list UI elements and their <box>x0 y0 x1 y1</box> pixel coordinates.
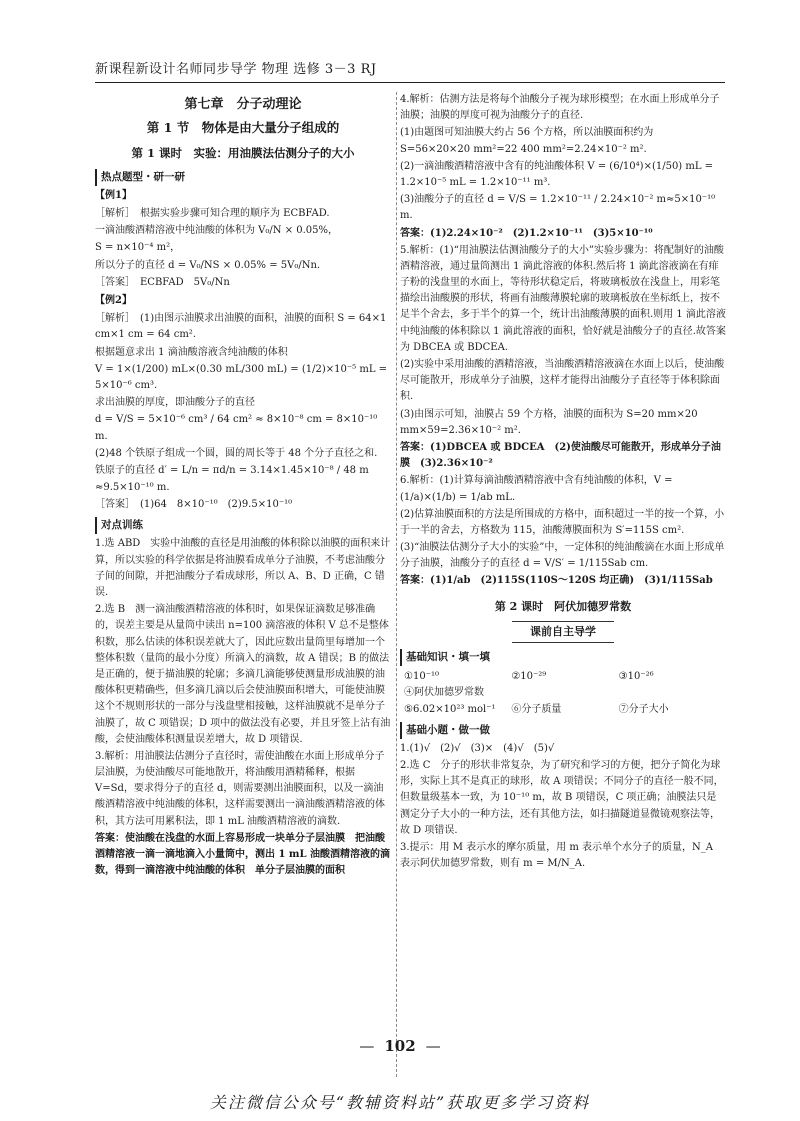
example-2-line: ≈9.5×10⁻¹⁰ m. <box>95 482 170 494</box>
example-1-line: 所以分子的直径 d = V₀/NS × 0.05% = 5V₀/Nn. <box>95 259 321 271</box>
fill-answer: ⑦分子大小 <box>618 703 669 715</box>
basic-knowledge-heading: 基础知识・填一填 <box>400 649 726 666</box>
lesson-2-title: 第 2 课时 阿伏加德罗常数 <box>494 599 632 613</box>
example-2-analysis: ［解析］ (1)由图示油膜求出油膜的面积，油膜的面积 S = 64×1 cm×1 cm = 64 cm². <box>95 313 387 341</box>
header-rule <box>95 82 725 83</box>
example-1-line: S = n×10⁻⁴ m²， <box>95 242 181 254</box>
page-dash: — <box>425 1037 441 1055</box>
drill-answer-4-line: (1)由题图可知油膜大约占 56 个方格，所以油膜面积约为 S=56×20×20 mm²=22 400 mm²=2.24×10⁻² m². <box>400 127 654 155</box>
drill-answer-4-line: (3)油酸分子的直径 d = V/S = 1.2×10⁻¹¹ / 2.24×10⁻² m≈5×10⁻¹⁰ m. <box>400 194 716 222</box>
example-2-line: d = V/S = 5×10⁻⁶ cm³ / 64 cm² ≈ 8×10⁻⁸ cm = 8×10⁻¹⁰ m. <box>95 414 378 442</box>
left-column <box>95 92 391 880</box>
fill-answer: ④阿伏加德罗常数 <box>404 687 484 699</box>
example-2-answer: ［答案］ (1)64 8×10⁻¹⁰ (2)9.5×10⁻¹⁰ <box>95 499 293 511</box>
chapter-title: 第七章 分子动理论 <box>184 97 302 112</box>
example-1-line: 一滴油酸酒精溶液中纯油酸的体积为 V₀/N × 0.05%， <box>95 225 339 237</box>
footer-note: 关注微信公众号“教辅资料站”获取更多学习资料 <box>209 1093 591 1112</box>
drill-answer-5-line: (2)实验中采用油酸的酒精溶液，当油酸酒精溶液滴在水面上以后，使油酸尽可能散开，形成单分子油膜，这样才能得出油酸分子直径等于体积除面积. <box>400 359 725 403</box>
example-2-line: 根据题意求出 1 滴油酸溶液含纯油酸的体积 <box>95 346 288 358</box>
drill-heading: 对点训练 <box>95 517 391 534</box>
drill-answer-6-line: (2)估算油膜面积的方法是所围成的方格中，面积超过一半的按一个算，小于一半的舍去，方格数为 115，油酸薄膜面积为 S′=115S cm². <box>400 508 725 536</box>
drill-answer-5-line: (3)由图示可知，油膜占 59 个方格，油膜的面积为 S=20 mm×20 mm×59=2.36×10⁻² m². <box>400 408 698 436</box>
drill-answer-3: 3.解析：用油膜法估测分子直径时，需使油酸在水面上形成单分子层油膜，为使油酸尽可能地散开，将油酸用酒精稀释，根据 V=Sd，要求得分子的直径 d，则需要测出油膜面积，以及一滴油酸酒精溶液中纯油酸的体积，这样需要测出一滴油酸酒精溶液的体积，其方法可用累积法，即 1 mL 油酸酒精溶液的滴数. <box>95 750 385 827</box>
example-2-label: 【例2】 <box>95 295 132 307</box>
fill-answer: ②10⁻²⁹ <box>511 671 547 683</box>
example-2-line: (2)48 个铁原子组成一个圆，圆的周长等于 48 个分子直径之和. <box>95 447 378 459</box>
fill-answer: ⑥分子质量 <box>511 703 562 715</box>
hot-topic-heading: 热点题型・研一研 <box>95 169 391 186</box>
small-answer-3: 3.提示：用 M 表示水的摩尔质量，用 m 表示单个水分子的质量，N_A 表示阿伏加德罗常数，则有 m = M/N_A. <box>400 841 713 870</box>
drill-answer-2: 2.选 B 测一滴油酸酒精溶液的体积时，如果保证滴数足够准确的，误差主要是从量筒中读出 n=100 滴溶液的体积 V 总不是整体积数，那么估读的体积误差就大了，因此应数出量筒里每增加一个整体积数（量筒的最小分度）所滴入的滴数，故 A 错误；B 的做法是正确的，便于描油膜的轮廓；多滴几滴能够使测量形成油膜的油酸体积更精确些，但多滴几滴以后会使油膜面积增大，可能使油膜这个不规则形状的一部分与浅盘壁相接触，这样油膜就不是单分子油膜了，故 C 项错误；D 项中的做法没有必要，并且牙签上沾有油酸，会使油酸体积测量误差增大，故 D 项错误. <box>95 604 391 745</box>
drill-answer-4-result: 答案：(1)2.24×10⁻² (2)1.2×10⁻¹¹ (3)5×10⁻¹⁰ <box>400 227 653 239</box>
running-header: 新课程新设计名师同步导学 物理 选修 3－3 RJ <box>95 62 377 77</box>
drill-answer-6: 6.解析：(1)计算每滴油酸酒精溶液中含有纯油酸的体积，V = (1/a)×(1/b) = 1/ab mL. <box>400 475 673 503</box>
pre-class-banner: 课前自主导学 <box>400 621 726 643</box>
drill-answer-5: 5.解析：(1)“用油膜法估测油酸分子的大小”实验步骤为：将配制好的油酸酒精溶液，通过量筒测出 1 滴此溶液的体积.然后将 1 滴此溶液滴在有痱子粉的浅盘里的水面上，等待形状稳定后，将玻璃板放在浅盘上，用彩笔描绘出油酸膜的形状，将画有油酸薄膜轮廓的玻璃板放在坐标纸上，按不足半个舍去，多于半个的算一个，统计出油酸薄膜的面积.则用 1 滴此溶液中纯油酸的体积除以 1 滴此溶液的面积，恰好就是油酸分子的直径.故答案为 DBCEA 或 BDCEA. <box>400 244 726 353</box>
drill-answer-6-result: 答案：(1)1/ab (2)115S(110S～120S 均正确) (3)1/115Sab <box>400 575 713 587</box>
drill-answer-4: 4.解析：估测方法是将每个油酸分子视为球形模型；在水面上形成单分子油膜；油膜的厚度可视为油酸分子的直径. <box>400 94 720 122</box>
example-2-line: 铁原子的直径 d′ = L/n = πd/n = 3.14×1.45×10⁻⁸ / 48 m <box>95 464 369 476</box>
fill-answer: ③10⁻²⁶ <box>618 671 654 683</box>
drill-answer-6-line: (3)“油膜法估测分子大小的实验”中，一定体积的纯油酸滴在水面上形成单分子油膜，油酸分子的直径 d = V/S′ = 1/115Sab cm. <box>400 542 725 570</box>
section-title: 第 1 节 物体是由大量分子组成的 <box>146 120 340 136</box>
fill-answer: ①10⁻¹⁰ <box>404 671 439 683</box>
small-answer-2: 2.选 C 分子的形状非常复杂，为了研究和学习的方便，把分子简化为球形，实际上其不是真正的球形，故 A 项错误；不同分子的直径一般不同，但数量级基本一致，为 10⁻¹⁰ m，故 B 项错误，C 项正确；油膜法只是测定分子大小的一种方法，还有其他方法，如扫描隧道显微镜观察法等，故 D 项错误. <box>400 760 724 836</box>
drill-answer-1: 1.选 ABD 实验中油酸的直径是用油酸的体积除以油膜的面积来计算，所以实验的科学依据是将油膜看成单分子油膜，不考虑油酸分子间的间隙，并把油酸分子看成球形，所以 A、B、D 正确，C 错误. <box>95 538 391 599</box>
example-2-line: 求出油膜的厚度，即油酸分子的直径 <box>95 397 255 409</box>
drill-answer-5-result: 答案：(1)DBCEA 或 BDCEA (2)使油酸尽可能散开，形成单分子油膜 (3)2.36×10⁻² <box>400 441 721 470</box>
fill-answer: ⑤6.02×10²³ mol⁻¹ <box>404 703 496 715</box>
example-2-line: V = 1×(1/200) mL×(0.30 mL/300 mL) = (1/2)×10⁻⁵ mL = 5×10⁻⁶ cm³. <box>95 363 388 391</box>
drill-answer-3-result: 答案：使油酸在浅盘的水面上容易形成一块单分子层油膜 把油酸酒精溶液一滴一滴地滴入小量筒中，测出 1 mL 油酸酒精溶液的滴数，得到一滴溶液中纯油酸的体积 单分子层油膜的面积 <box>95 832 391 877</box>
column-divider <box>396 92 397 1077</box>
page-dash: — <box>359 1037 375 1055</box>
small-questions-heading: 基础小题・做一做 <box>400 722 726 739</box>
page-number: — 102 — <box>359 1037 441 1055</box>
small-answer-1: 1.(1)√ (2)√ (3)× (4)√ (5)√ <box>400 742 555 754</box>
example-1-analysis: ［解析］ 根据实验步骤可知合理的顺序为 ECBFAD. <box>95 208 330 220</box>
right-column <box>400 92 726 873</box>
fill-in-answers <box>404 669 726 718</box>
example-1-label: 【例1】 <box>95 189 132 201</box>
example-1-answer: ［答案］ ECBFAD 5V₀/Nn <box>95 276 230 288</box>
lesson-title: 第 1 课时 实验：用油膜法估测分子的大小 <box>131 146 355 161</box>
drill-answer-4-line: (2)一滴油酸酒精溶液中含有的纯油酸体积 V = (6/10⁴)×(1/50) mL = 1.2×10⁻⁵ mL = 1.2×10⁻¹¹ m³. <box>400 160 714 188</box>
